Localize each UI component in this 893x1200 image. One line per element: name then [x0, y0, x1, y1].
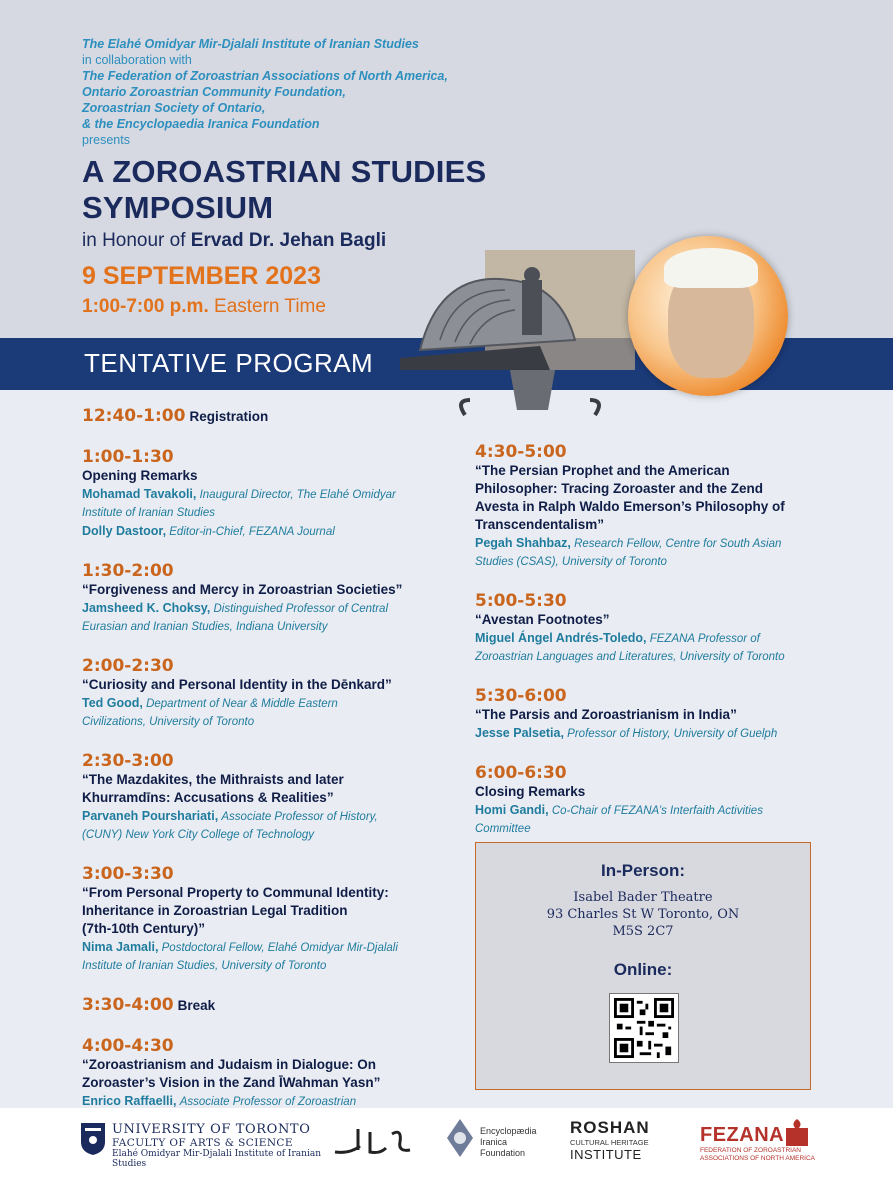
event-date: 9 SEPTEMBER 2023 [82, 262, 321, 290]
speaker-name: Mohamad Tavakoli, [82, 487, 197, 501]
fezana-logo [700, 1124, 820, 1163]
speaker-line [82, 522, 462, 541]
slot-time [82, 751, 462, 771]
partner-line: Ontario Zoroastrian Community Foundation, [82, 85, 346, 99]
talk-title-line: “Forgiveness and Mercy in Zoroastrian Societies” [82, 582, 403, 597]
program-slot [475, 686, 855, 743]
program-slot [475, 763, 855, 838]
speaker-affiliation: Distinguished Professor of Central [213, 603, 388, 615]
talk-title-line: Khurramdīns: Accusations & Realities” [82, 790, 334, 805]
host-institute: The Elahé Omidyar Mir-Djalali Institute of Iranian Studies [82, 37, 419, 51]
partner-line: & the Encyclopaedia Iranica Foundation [82, 117, 320, 131]
speaker-line [82, 826, 462, 844]
program-left-column [82, 406, 462, 1149]
speaker-line [82, 599, 462, 618]
slot-time [82, 447, 462, 467]
speaker-line [82, 713, 462, 731]
uoft-crest-icon [80, 1122, 106, 1156]
fezana-title: FEZANA [700, 1124, 785, 1146]
talk-title-line: Avesta in Ralph Waldo Emerson’s Philosophy of [475, 499, 785, 514]
talk-title-line: Closing Remarks [475, 784, 586, 799]
speaker-name: Enrico Raffaelli, [82, 1094, 177, 1108]
speaker-affiliation: Inaugural Director, The Elahé Omidyar [199, 489, 396, 501]
program-slot [475, 591, 855, 666]
talk-title-line: Zoroaster’s Vision in the Zand ῙWahman Yasn” [82, 1075, 381, 1090]
slot-time [82, 656, 462, 676]
program-slot [82, 864, 462, 975]
roshan-title: ROSHAN [570, 1118, 650, 1137]
uoft-name: UNIVERSITY OF TORONTO [112, 1122, 311, 1137]
talk-title-line: Opening Remarks [82, 468, 198, 483]
speaker-name: Homi Gandi, [475, 803, 549, 817]
talk-title-line: “The Mazdakites, the Mithraists and later [82, 772, 344, 787]
roshan-logo [570, 1118, 670, 1162]
speaker-name: Parvaneh Pourshariati, [82, 809, 219, 823]
slot-time [82, 406, 462, 427]
speaker-affiliation: Associate Professor of History, [221, 811, 378, 823]
speaker-affiliation: Institute of Iranian Studies, University of Toronto [82, 960, 327, 972]
speaker-line [475, 553, 855, 571]
speaker-affiliation: Associate Professor of Zoroastrian [179, 1096, 357, 1108]
speaker-affiliation: Eurasian and Iranian Studies, Indiana University [82, 621, 328, 633]
speaker-affiliation: Research Fellow, Centre for South Asian [574, 538, 782, 550]
slot-time-text: 1:00-1:30 [82, 447, 174, 467]
speaker-affiliation: Professor of History, University of Guelph [567, 728, 778, 740]
slot-note: Registration [189, 409, 269, 424]
speaker-affiliation: Co-Chair of FEZANA’s Interfaith Activities [551, 805, 763, 817]
speaker-line [82, 485, 462, 504]
talk-title-line: (7th-10th Century)” [82, 921, 206, 936]
speaker-name: Jamsheed K. Choksy, [82, 601, 211, 615]
speaker-line [82, 938, 462, 957]
host-block [82, 36, 448, 132]
address-line: 93 Charles St W Toronto, ON [546, 907, 740, 922]
uoft-faculty: FACULTY OF ARTS & SCIENCE [112, 1137, 293, 1149]
address-line: M5S 2C7 [612, 924, 674, 939]
speaker-line [475, 534, 855, 553]
slot-time-text: 1:30-2:00 [82, 561, 174, 581]
iranica-line: Foundation [480, 1148, 526, 1158]
fezana-sub-line: ASSOCIATIONS OF NORTH AMERICA [700, 1155, 815, 1162]
iranica-line: Iranica [480, 1137, 508, 1147]
slot-time [475, 442, 855, 462]
slot-time-text: 6:00-6:30 [475, 763, 567, 783]
slot-note: Break [177, 998, 216, 1013]
speaker-affiliation: Studies (CSAS), University of Toronto [475, 556, 667, 568]
slot-time [475, 763, 855, 783]
speaker-line [82, 694, 462, 713]
iranica-line: Encyclopædia [480, 1126, 537, 1136]
title-line-2: SYMPOSIUM [82, 190, 274, 225]
talk-title-line: Inheritance in Zoroastrian Legal Tradition [82, 903, 348, 918]
program-slot [82, 995, 462, 1016]
slot-time [82, 1036, 462, 1056]
speaker-line [475, 801, 855, 820]
speaker-affiliation: Postdoctoral Fellow, Elahé Omidyar Mir-Djalali [161, 942, 398, 954]
honoree-portrait [628, 236, 788, 396]
speaker-line [475, 820, 855, 838]
uoft-institute: Elahé Omidyar Mir-Djalali Institute of Iranian Studies [112, 1149, 321, 1169]
venue-box [475, 842, 811, 1090]
speaker-affiliation: FEZANA Professor of [649, 633, 760, 645]
speaker-line [82, 807, 462, 826]
speaker-name: Dolly Dastoor, [82, 524, 167, 538]
fezana-sub-line: FEDERATION OF ZOROASTRIAN [700, 1147, 801, 1154]
online-label: Online: [613, 960, 673, 979]
slot-time-text: 3:30-4:00 [82, 995, 174, 1015]
event-time [82, 296, 326, 318]
title-line-1: A ZOROASTRIAN STUDIES [82, 154, 487, 189]
qr-code-pattern [614, 998, 674, 1058]
honour-prefix: in Honour of [82, 230, 186, 251]
speaker-affiliation: Editor-in-Chief, FEZANA Journal [169, 526, 335, 538]
honoree-name: Ervad Dr. Jehan Bagli [190, 230, 387, 251]
speaker-line [475, 648, 855, 666]
roshan-institute: INSTITUTE [570, 1147, 642, 1162]
program-slot [475, 442, 855, 571]
footer-logos [0, 1108, 893, 1200]
speaker-line [82, 618, 462, 636]
speaker-line [82, 504, 462, 522]
talk-title-line: Philosopher: Tracing Zoroaster and the Zend [475, 481, 764, 496]
program-slot [82, 561, 462, 636]
partner-line: The Federation of Zoroastrian Associations of North America, [82, 69, 448, 83]
talk-title-line: “Zoroastrianism and Judaism in Dialogue: On [82, 1057, 377, 1072]
slot-time [475, 591, 855, 611]
inperson-label: In-Person: [600, 861, 686, 880]
slot-time [475, 686, 855, 706]
slot-time-text: 5:30-6:00 [475, 686, 567, 706]
slot-time-text: 2:30-3:00 [82, 751, 174, 771]
speaker-line [475, 629, 855, 648]
speaker-name: Ted Good, [82, 696, 143, 710]
presents-text: presents [82, 133, 130, 147]
slot-time-text: 4:00-4:30 [82, 1036, 174, 1056]
talk-title-line: “From Personal Property to Communal Identity: [82, 885, 389, 900]
talk-title-line: Transcendentalism” [475, 517, 605, 532]
speaker-name: Pegah Shahbaz, [475, 536, 571, 550]
speaker-line [82, 957, 462, 975]
persian-calligraphy-logo [330, 1124, 420, 1158]
speaker-name: Miguel Ángel Andrés-Toledo, [475, 631, 647, 645]
portrait-cap [664, 248, 758, 288]
speaker-affiliation: Civilizations, University of Toronto [82, 716, 255, 728]
talk-title-line: “Avestan Footnotes” [475, 612, 610, 627]
slot-time-text: 5:00-5:30 [475, 591, 567, 611]
program-slot [82, 751, 462, 844]
speaker-name: Jesse Palsetia, [475, 726, 564, 740]
qr-code[interactable] [609, 993, 679, 1063]
roshan-subtitle: CULTURAL HERITAGE [570, 1138, 649, 1147]
program-slot [82, 447, 462, 541]
slot-time-text: 12:40-1:00 [82, 406, 186, 426]
slot-time [82, 561, 462, 581]
address-line: Isabel Bader Theatre [573, 890, 713, 905]
venue-address [476, 889, 810, 940]
speaker-line [475, 724, 855, 743]
slot-time [82, 995, 462, 1016]
event-title [82, 154, 486, 226]
program-slot [82, 406, 462, 427]
speaker-affiliation: Institute of Iranian Studies [82, 507, 215, 519]
program-right-column [475, 442, 855, 858]
speaker-affiliation: Zoroastrian Languages and Literatures, University of Toronto [475, 651, 785, 663]
speaker-affiliation: Department of Near & Middle Eastern [146, 698, 338, 710]
fezana-subtitle [700, 1147, 820, 1163]
slot-time-text: 2:00-2:30 [82, 656, 174, 676]
talk-title-line: “The Parsis and Zoroastrianism in India” [475, 707, 737, 722]
speaker-affiliation: (CUNY) New York City College of Technology [82, 829, 315, 841]
fezana-flame-icon [784, 1118, 810, 1148]
program-label: TENTATIVE PROGRAM [84, 348, 374, 378]
slot-time-text: 3:00-3:30 [82, 864, 174, 884]
slot-time-text: 4:30-5:00 [475, 442, 567, 462]
time-zone: Eastern Time [214, 296, 326, 317]
slot-time [82, 864, 462, 884]
talk-title-line: “Curiosity and Personal Identity in the Dēnkard” [82, 677, 392, 692]
iranica-emblem-icon [446, 1118, 474, 1158]
speaker-name: Nima Jamali, [82, 940, 159, 954]
time-range: 1:00-7:00 p.m. [82, 296, 209, 317]
partner-line: Zoroastrian Society of Ontario, [82, 101, 266, 115]
collab-text: in collaboration with [82, 53, 192, 67]
talk-title-line: “The Persian Prophet and the American [475, 463, 730, 478]
speaker-affiliation: Committee [475, 823, 531, 835]
program-slot [82, 656, 462, 731]
honour-line [82, 230, 386, 252]
